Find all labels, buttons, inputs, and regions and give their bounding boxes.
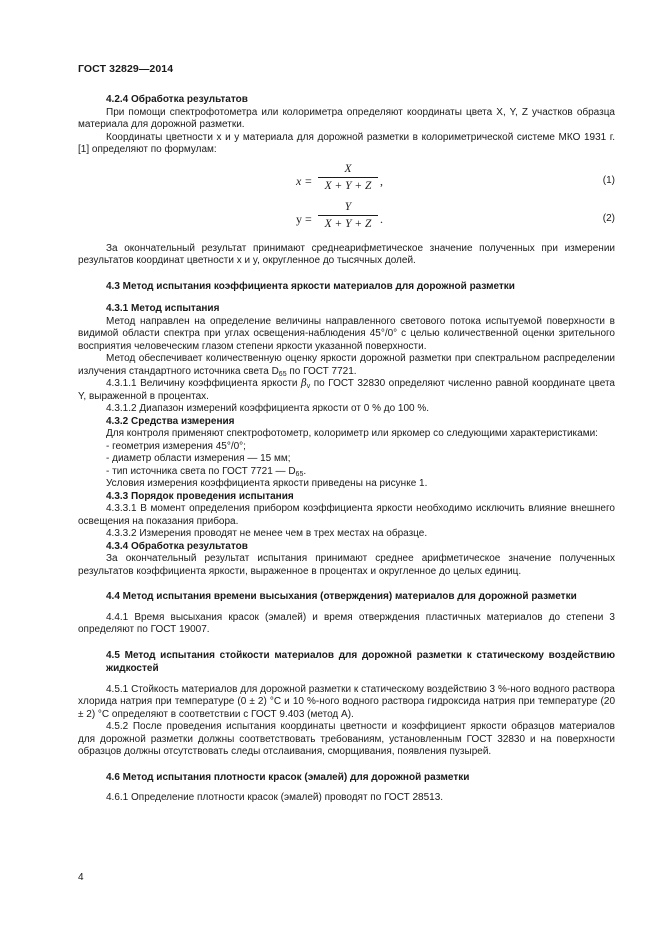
paragraph: Координаты цветности x и y материала для дорожной разметки в колориметрической системе МКО 1931 г. [1] определяют по формулам:: [78, 131, 615, 155]
subscript: v: [306, 383, 311, 390]
numerator: Y: [344, 200, 352, 213]
section-4-3-3-title: 4.3.3 Порядок проведения испытания: [106, 490, 294, 502]
fraction: [318, 163, 378, 193]
paragraph: Условия измерения коэффициента яркости приведены на рисунке 1.: [106, 478, 428, 489]
formula-punct: .: [380, 211, 383, 226]
section-4-2-4-title: 4.2.4 Обработка результатов: [106, 94, 248, 105]
text: .: [303, 465, 307, 477]
paragraph: 4.3.3.2 Измерения проводят не менее чем в трех местах на образце.: [106, 528, 428, 539]
section-4-3-2-title: 4.3.2 Средства измерения: [106, 415, 235, 427]
paragraph: 4.4.1 Время высыхания красок (эмалей) и время отверждения пластичных материалов до степени 3 определяют по ГОСТ 19007.: [78, 611, 615, 635]
paragraph: [78, 378, 615, 403]
list-item: - диаметр области измерения — 15 мм;: [106, 453, 291, 464]
formula-lhs: y: [296, 211, 302, 226]
fraction: [318, 201, 378, 231]
list-item: [78, 466, 615, 479]
text: Метод обеспечивает количественную оценку яркости дорожной разметки при спектральном распределении излучения стандартного источника света D: [78, 353, 615, 377]
formula-lhs: x: [296, 173, 302, 188]
equation-number: (2): [602, 212, 615, 224]
paragraph: 4.5.2 После проведения испытания координаты цветности и коэффициент яркости образцов материалов для дорожной разметки должны соответствовать требованиям, установленным ГОСТ 32830 и на поверхности образцов должны отсутствовать следы отслаивания, сморщивания, появления пузырей.: [78, 721, 615, 757]
page-number: 4: [78, 872, 84, 883]
denominator: X + Y + Z: [324, 180, 372, 192]
paragraph: 4.3.1.2 Диапазон измерений коэффициента яркости от 0 % до 100 %.: [106, 403, 430, 414]
equals-sign: =: [305, 211, 312, 226]
section-4-3-1-title: 4.3.1 Метод испытания: [106, 303, 220, 314]
text: 4.3.1.1 Величину коэффициента яркости: [106, 378, 301, 389]
paragraph: 4.3.3.1 В момент определения прибором коэффициента яркости необходимо исключить влияние внешнего освещения на показания прибора.: [78, 503, 615, 527]
text: - тип источника света по ГОСТ 7721 — D: [106, 465, 296, 477]
document-body: [78, 94, 615, 805]
section-4-5-title: 4.5 Метод испытания стойкости материалов для дорожной разметки к статическому воздействию жидкостей: [106, 649, 615, 674]
denominator: X + Y + Z: [324, 218, 372, 230]
list-item: - геометрия измерения 45°/0°;: [106, 440, 246, 452]
equals-sign: =: [305, 173, 312, 188]
section-4-4-title: 4.4 Метод испытания времени высыхания (отверждения) материалов для дорожной разметки: [106, 591, 577, 602]
numerator: X: [344, 162, 352, 175]
running-header: ГОСТ 32829—2014: [78, 63, 174, 75]
equation-number: (1): [602, 174, 615, 186]
section-4-3-title: 4.3 Метод испытания коэффициента яркости материалов для дорожной разметки: [106, 280, 515, 292]
text: по ГОСТ 32830 определяют численно равной координате цвета Y, выраженной в процентах.: [78, 378, 615, 402]
subscript: 65: [278, 370, 287, 378]
formula-2: [78, 201, 615, 239]
paragraph: 4.6.1 Определение плотности красок (эмалей) проводят по ГОСТ 28513.: [106, 792, 444, 803]
paragraph: За окончательный результат принимают среднеарифметическое значение полученных при измерении результатов координат цветности x и y, округленное до тысячных долей.: [78, 242, 615, 266]
paragraph: При помощи спектрофотометра или колориметра определяют координаты цвета X, Y, Z участков образца материала для дорожной разметки.: [78, 106, 615, 130]
beta-symbol: β: [300, 378, 307, 389]
formula-punct: ,: [380, 173, 383, 188]
formula-1: [78, 163, 615, 201]
paragraph: Метод направлен на определение величины направленного светового потока испытуемой поверхности в видимой области спектра при углах освещения-наблюдения 45°/0° с целью количественной оценки зрительного восприятия человеческим глазом степени яркости указанной поверхности.: [78, 315, 615, 352]
section-4-3-4-title: 4.3.4 Обработка результатов: [106, 540, 248, 552]
paragraph: [78, 353, 615, 378]
section-4-6-title: 4.6 Метод испытания плотности красок (эмалей) для дорожной разметки: [106, 771, 470, 783]
paragraph: Для контроля применяют спектрофотометр, колориметр или яркомер со следующими характеристиками:: [106, 428, 598, 439]
subscript: 65: [295, 470, 304, 478]
text: по ГОСТ 7721.: [286, 365, 357, 377]
paragraph: 4.5.1 Стойкость материалов для дорожной разметки к статическому воздействию 3 %-ного водного раствора хлорида натрия при температуре (0 ± 2) °С и 10 %-ного водного раствора гидроксида натрия при температуре (20 ± 2) °С определяют в соответствии с ГОСТ 9.403 (метод А).: [78, 683, 615, 720]
paragraph: За окончательный результат испытания принимают среднее арифметическое значение полученных результатов коэффициента яркости, выраженное в процентах и округленное до целых единиц.: [78, 553, 615, 577]
